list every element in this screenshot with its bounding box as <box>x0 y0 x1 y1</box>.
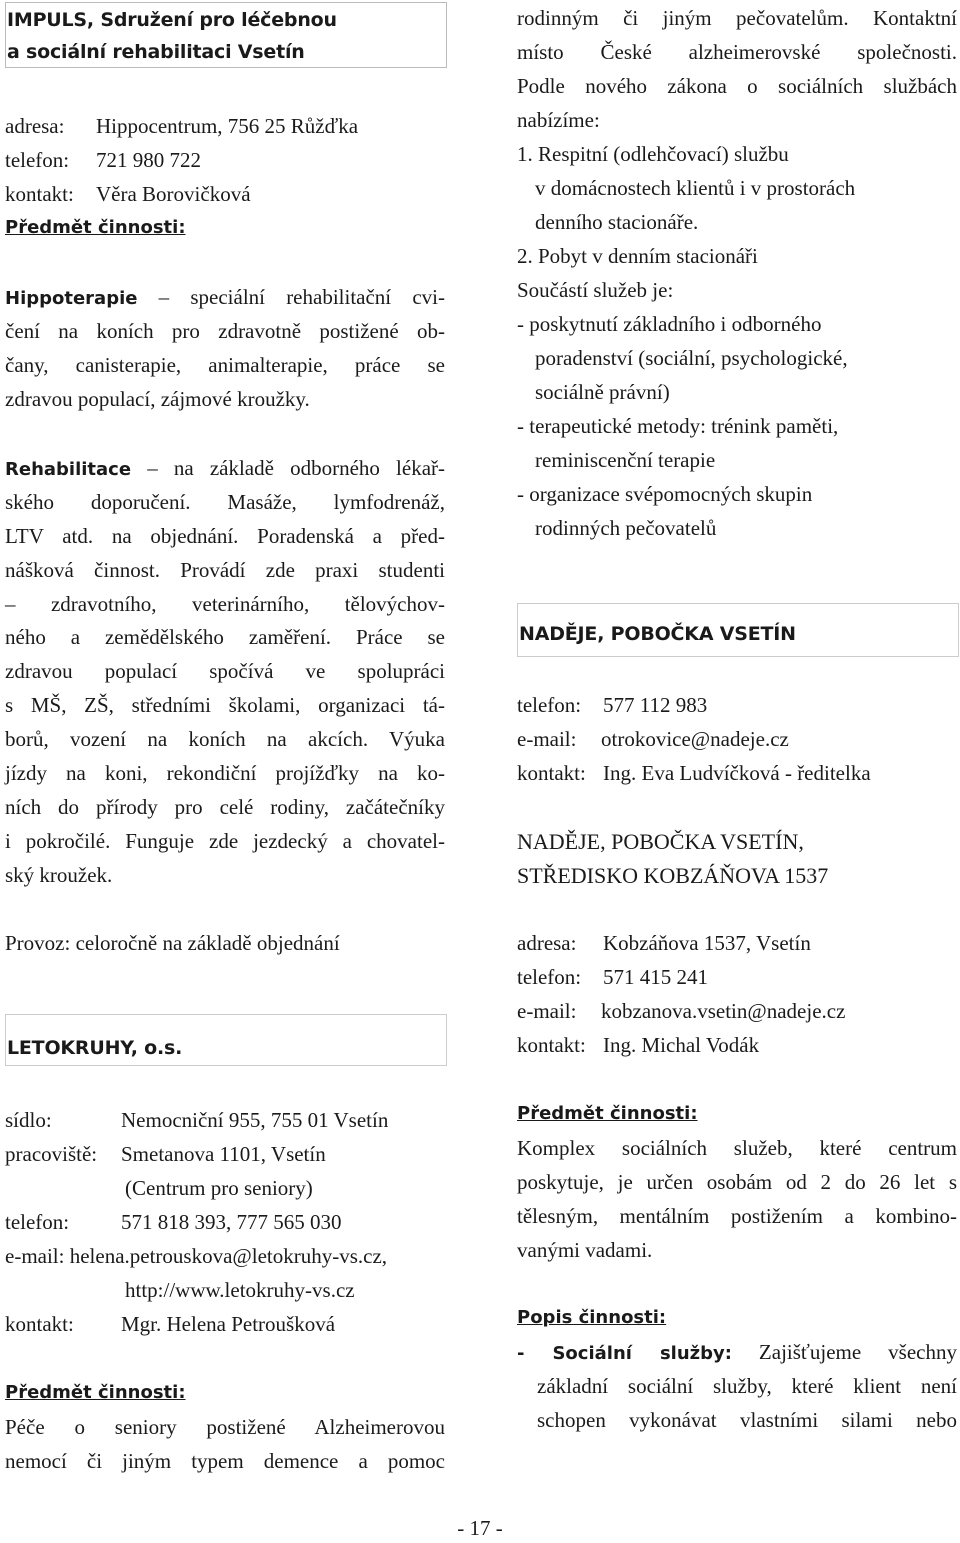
letokruhy-kontakt <box>5 1309 335 1339</box>
letokruhy-list-4: 2. Pobyt v denním stacionáři <box>517 244 758 268</box>
kontakt-label: kontakt: <box>517 761 586 785</box>
sidlo-value: Nemocniční 955, 755 01 Vsetín <box>121 1108 389 1132</box>
popis-text-1: Zajišťujeme všechny <box>731 1340 957 1364</box>
nadeje-popis-line-2: základní sociální služby, které klient není <box>537 1374 957 1398</box>
nadeje-popis-heading: Popis činnosti: <box>517 1307 667 1328</box>
letokruhy-telefon <box>5 1207 342 1237</box>
rehab-line-8: s MŠ, ZŠ, středními školami, organizaci tá- <box>5 693 445 717</box>
sidlo-label: sídlo: <box>5 1108 52 1132</box>
nadeje-sub-title-2: STŘEDISKO KOBZÁŇOVA 1537 <box>517 863 829 888</box>
hippo-line-2: čení na koních pro zdravotně postižené ob- <box>5 319 445 343</box>
nadeje-popis-line-3: schopen vykonávat vlastními silami nebo <box>537 1408 957 1432</box>
letokruhy-sidlo <box>5 1105 388 1135</box>
letokruhy-list-12: rodinných pečovatelů <box>535 516 717 540</box>
letokruhy-list-8: sociálně právní) <box>535 380 670 404</box>
email-label: e-mail: <box>5 1244 65 1268</box>
pracoviste-label: pracoviště: <box>5 1142 98 1166</box>
letokruhy-predmet-line-2: nemocí či jiným typem demence a pomoc <box>5 1449 445 1473</box>
adresa-label: adresa: <box>5 114 65 138</box>
rehab-term: Rehabilitace <box>5 459 132 480</box>
hippo-line-3: čany, canisterapie, animalterapie, práce se <box>5 353 445 377</box>
rehab-line-10: jízdy na koni, rekondiční projížďky na ko- <box>5 761 445 785</box>
kontakt-value: Věra Borovičková <box>96 182 251 206</box>
email-value[interactable]: otrokovice@nadeje.cz <box>601 727 789 751</box>
email2-value[interactable]: kobzanova.vsetin@nadeje.cz <box>601 999 846 1023</box>
letokruhy-predmet-line-6: nabízíme: <box>517 108 600 132</box>
hippo-text-1: – speciální rehabilitační cvi- <box>137 285 445 309</box>
rehab-text-1: – na základě odborného lékař- <box>131 456 445 480</box>
rehab-line-2: ského doporučení. Masáže, lymfodrenáž, <box>5 490 445 514</box>
email-label: e-mail: <box>517 727 577 751</box>
impuls-adresa <box>5 111 358 141</box>
telefon-label: telefon: <box>5 1210 70 1234</box>
rehab-line-12: i pokročilé. Funguje zde jezdecký a chovatel- <box>5 829 445 853</box>
letokruhy-pracoviste <box>5 1139 326 1169</box>
adresa-label: adresa: <box>517 931 577 955</box>
kontakt2-value: Ing. Michal Vodák <box>603 1033 760 1057</box>
letokruhy-predmet-heading: Předmět činnosti: <box>5 1382 186 1403</box>
rehab-line-7: zdravou populací spočívá ve spolupráci <box>5 659 445 683</box>
nadeje-predmet-line-3: tělesným, mentálním postižením a kombino- <box>517 1204 957 1228</box>
email2-label: e-mail: <box>517 999 577 1023</box>
rehab-line-6: ného a zemědělského zaměření. Práce se <box>5 625 445 649</box>
letokruhy-list-2: v domácnostech klientů i v prostorách <box>535 176 856 200</box>
rehab-line-13: ský kroužek. <box>5 863 113 887</box>
letokruhy-email <box>5 1241 387 1271</box>
rehab-line-3: LTV atd. na objednání. Poradenská a před- <box>5 524 445 548</box>
hippo-term: Hippoterapie <box>5 288 138 309</box>
telefon-label: telefon: <box>517 693 582 717</box>
popis-term: - Sociální služby: <box>517 1343 732 1364</box>
email-value[interactable]: helena.petrouskova@letokruhy-vs.cz, <box>69 1244 388 1268</box>
impuls-title-line2: a sociální rehabilitaci Vsetín <box>7 41 305 63</box>
impuls-predmet-heading: Předmět činnosti: <box>5 217 186 238</box>
letokruhy-list-5: Součástí služeb je: <box>517 278 674 302</box>
letokruhy-predmet-line-4: místo České alzheimerovské společnosti. <box>517 40 957 64</box>
hippo-line-1 <box>5 282 445 314</box>
rehab-line-4: nášková činnost. Provádí zde praxi studenti <box>5 558 445 582</box>
nadeje-predmet-heading: Předmět činnosti: <box>517 1103 698 1124</box>
impuls-title-line1: IMPULS, Sdružení pro léčebnou <box>7 9 337 31</box>
nadeje-popis-line-1 <box>517 1337 957 1369</box>
letokruhy-web[interactable]: http://www.letokruhy-vs.cz <box>125 1278 355 1302</box>
telefon-value: 721 980 722 <box>96 148 201 172</box>
telefon2-value: 571 415 241 <box>603 965 708 989</box>
adresa-value: Kobzáňova 1537, Vsetín <box>603 931 811 955</box>
letokruhy-list-7: poradenství (sociální, psychologické, <box>535 346 848 370</box>
kontakt-value: Mgr. Helena Petroušková <box>121 1312 336 1336</box>
impuls-kontakt <box>5 179 251 209</box>
nadeje-predmet-line-4: vanými vadami. <box>517 1238 653 1262</box>
kontakt2-label: kontakt: <box>517 1033 586 1057</box>
telefon-label: telefon: <box>5 148 70 172</box>
letokruhy-predmet-line-5: Podle nového zákona o sociálních službách <box>517 74 957 98</box>
rehab-line-5: – zdravotního, veterinárního, tělovýchov- <box>5 592 445 616</box>
impuls-telefon <box>5 145 201 175</box>
page-number: - 17 - <box>457 1516 503 1540</box>
kontakt-label: kontakt: <box>5 1312 74 1336</box>
impuls-provoz: Provoz: celoročně na základě objednání <box>5 931 340 955</box>
letokruhy-list-10: reminiscenční terapie <box>535 448 716 472</box>
nadeje-predmet-line-1: Komplex sociálních služeb, které centrum <box>517 1136 957 1160</box>
nadeje-adresa <box>517 928 811 958</box>
rehab-line-11: ních do přírody pro celé rodiny, začátečníky <box>5 795 445 819</box>
letokruhy-list-11: - organizace svépomocných skupin <box>517 482 813 506</box>
telefon2-label: telefon: <box>517 965 582 989</box>
adresa-value: Hippocentrum, 756 25 Růžďka <box>96 114 359 138</box>
kontakt-label: kontakt: <box>5 182 74 206</box>
letokruhy-pracoviste-2: (Centrum pro seniory) <box>125 1176 313 1200</box>
telefon-value: 577 112 983 <box>603 693 708 717</box>
nadeje-email <box>517 724 789 754</box>
nadeje-kontakt <box>517 758 871 788</box>
hippo-line-4: zdravou populací, zájmové kroužky. <box>5 387 310 411</box>
nadeje-kontakt-2 <box>517 1030 759 1060</box>
nadeje-sub-title-1: NADĚJE, POBOČKA VSETÍN, <box>517 829 804 854</box>
nadeje-telefon <box>517 690 707 720</box>
nadeje-predmet-line-2: poskytuje, je určen osobám od 2 do 26 let s <box>517 1170 957 1194</box>
nadeje-telefon-2 <box>517 962 708 992</box>
telefon-value: 571 818 393, 777 565 030 <box>121 1210 342 1234</box>
letokruhy-list-9: - terapeutické metody: trénink paměti, <box>517 414 839 438</box>
rehab-line-1 <box>5 453 445 485</box>
rehab-line-9: borů, vození na koních na akcích. Výuka <box>5 727 445 751</box>
kontakt-value: Ing. Eva Ludvíčková - ředitelka <box>603 761 871 785</box>
letokruhy-title: LETOKRUHY, o.s. <box>7 1037 183 1059</box>
nadeje-title: NADĚJE, POBOČKA VSETÍN <box>519 623 796 645</box>
letokruhy-predmet-line-1: Péče o seniory postižené Alzheimerovou <box>5 1415 445 1439</box>
letokruhy-list-3: denního stacionáře. <box>535 210 699 234</box>
letokruhy-predmet-line-3: rodinným či jiným pečovatelům. Kontaktní <box>517 6 957 30</box>
pracoviste-value: Smetanova 1101, Vsetín <box>121 1142 326 1166</box>
letokruhy-list-6: - poskytnutí základního i odborného <box>517 312 822 336</box>
letokruhy-list-1: 1. Respitní (odlehčovací) službu <box>517 142 789 166</box>
nadeje-email-2 <box>517 996 845 1026</box>
